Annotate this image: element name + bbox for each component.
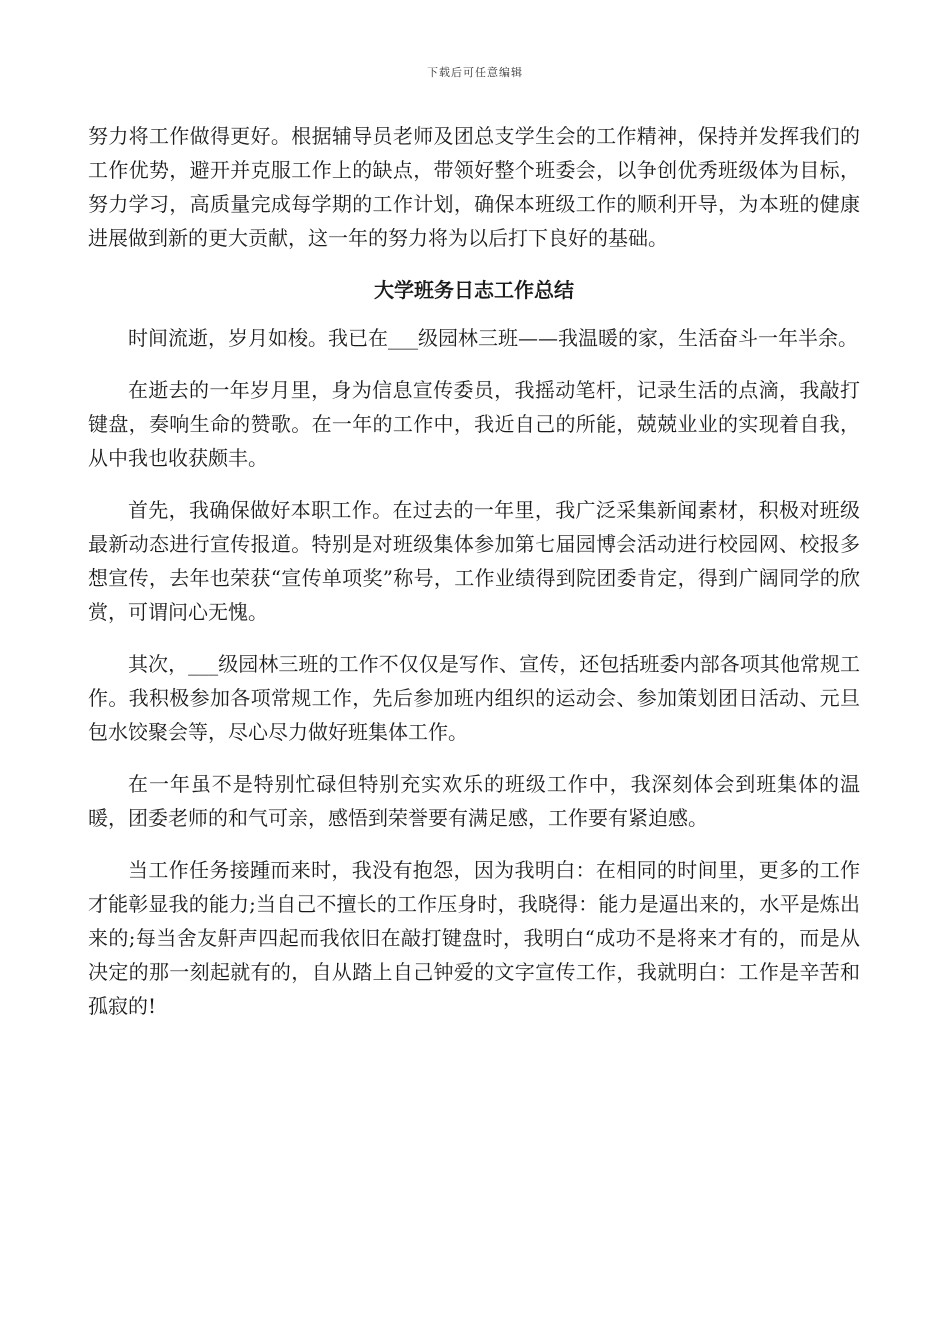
document-body: [88, 119, 860, 1041]
intro-paragraph: 努力将工作做得更好。根据辅导员老师及团总支学生会的工作精神，保持并发挥我们的工作优势，避开并克服工作上的缺点，带领好整个班委会，以争创优秀班级体为目标，努力学习，高质量完成每学期的工作计划，确保本班级工作的顺利开导，为本班的健康进展做到新的更大贡献，这一年的努力将为以后打下良好的基础。: [88, 124, 860, 250]
paragraph-4: 其次，___级园林三班的工作不仅仅是写作、宣传，还包括班委内部各项其他常规工作。我积极参加各项常规工作，先后参加班内组织的运动会、参加策划团日活动、元旦包水饺聚会等，尽心尽力做好班集体工作。: [88, 652, 860, 744]
document-title: 大学班务日志工作总结: [374, 278, 574, 302]
paragraph-2: 在逝去的一年岁月里，身为信息宣传委员，我摇动笔杆，记录生活的点滴，我敲打键盘，奏响生命的赞歌。在一年的工作中，我近自己的所能，兢兢业业的实现着自我，从中我也收获颇丰。: [88, 378, 860, 470]
page-header: 下载后可任意编辑: [427, 66, 523, 79]
paragraph-1: 时间流逝，岁月如梭。我已在___级园林三班——我温暖的家，生活奋斗一年半余。: [128, 326, 858, 350]
paragraph-5: 在一年虽不是特别忙碌但特别充实欢乐的班级工作中，我深刻体会到班集体的温暖，团委老师的和气可亲，感悟到荣誉要有满足感，工作要有紧迫感。: [88, 772, 860, 830]
paragraph-6: 当工作任务接踵而来时，我没有抱怨，因为我明白：在相同的时间里，更多的工作才能彰显我的能力;当自己不擅长的工作压身时，我晓得：能力是逼出来的，水平是炼出来的;每当舍友鼾声四起而我依旧在敲打键盘时，我明白“成功不是将来才有的，而是从决定的那一刻起就有的，自从踏上自己钟爱的文字宣传工作，我就明白：工作是辛苦和孤寂的!: [88, 858, 860, 1018]
paragraph-3: 首先，我确保做好本职工作。在过去的一年里，我广泛采集新闻素材，积极对班级最新动态进行宣传报道。特别是对班级集体参加第七届园博会活动进行校园网、校报多想宣传，去年也荣获“宣传单项奖”称号，工作业绩得到院团委肯定，得到广阔同学的欣赏，可谓问心无愧。: [88, 498, 860, 624]
